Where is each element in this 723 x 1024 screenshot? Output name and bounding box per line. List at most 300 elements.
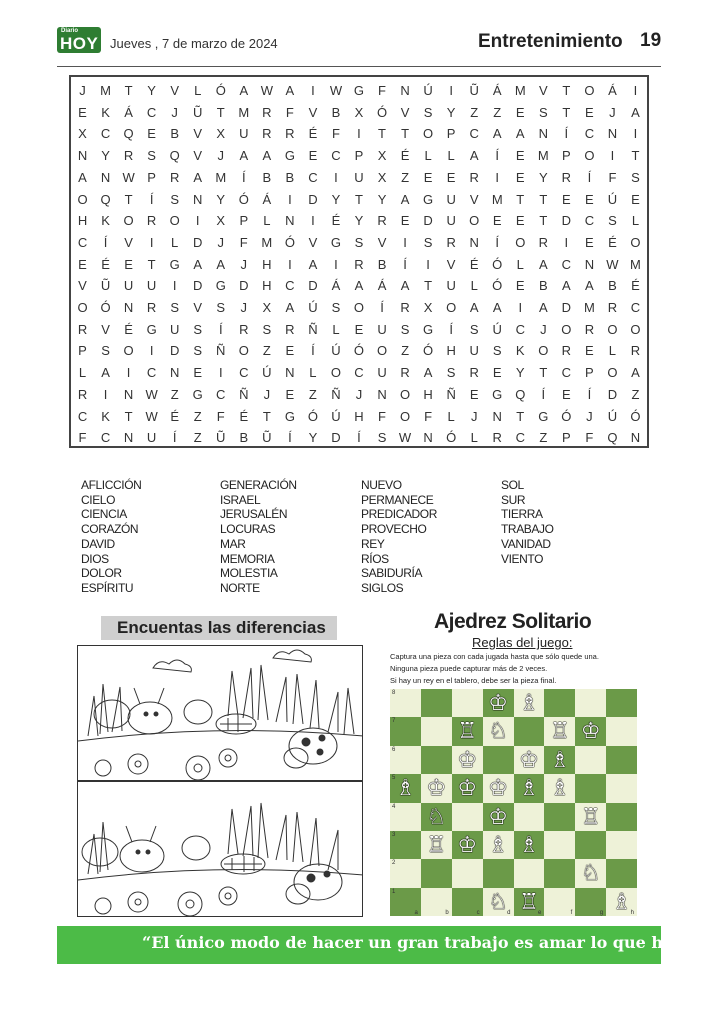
word-search-letter[interactable]: K — [101, 104, 110, 120]
word-search-letter[interactable]: G — [353, 83, 365, 98]
word-search-letter[interactable]: Ó — [215, 83, 226, 98]
word-search-letter[interactable]: D — [331, 430, 341, 446]
word-search-letter[interactable]: Ó — [492, 278, 503, 294]
word-search-letter[interactable]: V — [469, 191, 479, 207]
word-search-letter[interactable]: Y — [331, 191, 341, 207]
word-search-letter[interactable]: I — [288, 191, 292, 207]
chess-square[interactable] — [575, 774, 606, 802]
chess-square[interactable] — [606, 831, 637, 859]
word-search-letter[interactable]: U — [377, 365, 387, 381]
word-search-letter[interactable]: R — [262, 104, 272, 120]
word-search-letter[interactable]: Í — [380, 300, 384, 316]
word-search-letter[interactable]: E — [308, 148, 318, 164]
word-search-letter[interactable]: U — [146, 278, 157, 294]
word-search-letter[interactable]: O — [169, 213, 180, 229]
word-search-letter[interactable]: Ó — [492, 256, 503, 272]
word-search-letter[interactable]: R — [492, 430, 502, 446]
word-search-letter[interactable]: E — [469, 386, 479, 402]
chess-square[interactable] — [483, 888, 514, 916]
word-search-letter[interactable]: H — [77, 213, 88, 229]
word-search-letter[interactable]: G — [284, 408, 295, 424]
chess-square[interactable] — [544, 888, 575, 916]
word-search-letter[interactable]: V — [308, 234, 318, 250]
word-search-letter[interactable]: E — [515, 278, 525, 294]
word-search-letter[interactable]: É — [124, 321, 133, 337]
word-search-letter[interactable]: I — [172, 278, 177, 294]
word-search-letter[interactable]: B — [331, 104, 341, 120]
word-search-letter[interactable]: A — [631, 365, 640, 381]
word-search-letter[interactable]: B — [608, 278, 617, 294]
word-search-letter[interactable]: C — [308, 169, 318, 185]
word-search-letter[interactable]: V — [193, 300, 203, 316]
chess-piece[interactable]: ♔ — [519, 746, 539, 772]
word-search-letter[interactable]: O — [607, 321, 618, 337]
word-search-letter[interactable]: I — [311, 83, 315, 98]
word-search-letter[interactable]: G — [284, 148, 295, 164]
chess-piece[interactable]: ♖ — [519, 888, 539, 914]
word-search-letter[interactable]: S — [608, 213, 617, 229]
word-search-letter[interactable]: C — [146, 104, 157, 120]
chess-square[interactable] — [390, 831, 421, 859]
word-search-letter[interactable]: Á — [124, 104, 133, 120]
word-search-letter[interactable]: O — [561, 321, 572, 337]
chess-square[interactable] — [421, 689, 452, 717]
word-search-letter[interactable]: Ó — [446, 430, 457, 446]
word-search-letter[interactable]: R — [446, 234, 456, 250]
word-search-letter[interactable]: J — [79, 83, 86, 98]
word-search-letter[interactable]: Q — [515, 386, 526, 402]
chess-square[interactable] — [544, 774, 575, 802]
chess-piece[interactable]: ♘ — [488, 718, 508, 744]
word-search-letter[interactable]: J — [355, 386, 363, 402]
word-search-letter[interactable]: I — [633, 126, 638, 142]
word-search-letter[interactable]: E — [585, 343, 594, 359]
word-search-letter[interactable]: Í — [564, 126, 569, 142]
word-search-letter[interactable]: L — [424, 148, 432, 164]
word-search-letter[interactable]: I — [334, 169, 338, 185]
word-search-letter[interactable]: H — [354, 408, 364, 424]
chess-square[interactable] — [483, 774, 514, 802]
word-search-letter[interactable]: N — [607, 126, 618, 142]
chess-piece[interactable]: ♗ — [611, 888, 632, 914]
chess-square[interactable] — [606, 689, 637, 717]
word-search-letter[interactable]: Í — [288, 430, 292, 446]
word-search-letter[interactable]: C — [331, 148, 341, 164]
word-search-letter[interactable]: N — [123, 430, 134, 446]
word-search-letter[interactable]: Z — [401, 343, 410, 359]
word-search-letter[interactable]: Ú — [331, 343, 341, 359]
chess-square[interactable] — [575, 859, 606, 887]
chess-piece[interactable]: ♗ — [488, 831, 508, 857]
word-search-letter[interactable]: Ú — [308, 300, 318, 316]
word-search-letter[interactable]: R — [123, 148, 134, 164]
word-search-letter[interactable]: R — [538, 234, 548, 250]
chess-square[interactable] — [452, 774, 483, 802]
word-search-letter[interactable]: U — [354, 169, 364, 185]
word-search-letter[interactable]: P — [78, 343, 87, 359]
chess-square[interactable] — [421, 803, 452, 831]
word-search-letter[interactable]: D — [561, 300, 572, 316]
word-search-letter[interactable]: B — [239, 430, 249, 446]
word-search-letter[interactable]: S — [469, 321, 479, 337]
word-search-letter[interactable]: C — [77, 234, 88, 250]
word-search-letter[interactable]: N — [285, 213, 295, 229]
word-search-letter[interactable]: U — [123, 278, 134, 294]
word-search-letter[interactable]: I — [311, 213, 315, 229]
word-search-letter[interactable]: C — [146, 365, 157, 381]
word-search-letter[interactable]: U — [446, 278, 456, 294]
word-search-letter[interactable]: Ú — [423, 83, 433, 98]
word-search-letter[interactable]: N — [423, 430, 433, 446]
word-search-letter[interactable]: G — [192, 386, 203, 402]
word-search-letter[interactable]: N — [285, 365, 295, 381]
word-search-letter[interactable]: M — [238, 104, 250, 120]
chess-piece[interactable]: ♘ — [488, 888, 508, 914]
word-search-letter[interactable]: Z — [493, 104, 502, 120]
word-search-letter[interactable]: L — [194, 83, 202, 98]
word-search-letter[interactable]: V — [124, 234, 133, 250]
chess-square[interactable] — [452, 859, 483, 887]
word-search-letter[interactable]: Y — [308, 430, 318, 446]
word-search-letter[interactable]: Ó — [284, 234, 295, 250]
word-search-letter[interactable]: E — [285, 386, 295, 402]
word-search-letter[interactable]: W — [606, 256, 619, 272]
word-search-letter[interactable]: S — [538, 104, 548, 120]
word-search-letter[interactable]: W — [260, 83, 273, 98]
word-search-letter[interactable]: Ñ — [308, 321, 318, 337]
word-search-letter[interactable]: O — [584, 148, 595, 164]
word-search-letter[interactable]: L — [78, 365, 87, 381]
word-search-letter[interactable]: M — [583, 300, 595, 316]
word-search-letter[interactable]: Y — [101, 148, 110, 164]
word-search-letter[interactable]: É — [239, 408, 249, 424]
chess-piece[interactable]: ♗ — [549, 746, 570, 772]
word-search-letter[interactable]: I — [449, 83, 453, 98]
word-search-letter[interactable]: G — [538, 408, 549, 424]
word-search-letter[interactable]: O — [515, 234, 526, 250]
word-search-letter[interactable]: É — [631, 278, 640, 294]
word-search-letter[interactable]: E — [423, 169, 433, 185]
word-search-letter[interactable]: Z — [262, 343, 271, 359]
word-search-letter[interactable]: W — [145, 386, 158, 402]
word-search-letter[interactable]: T — [355, 191, 363, 207]
word-search-letter[interactable]: F — [424, 408, 433, 424]
word-search-letter[interactable]: D — [239, 278, 249, 294]
chess-piece[interactable]: ♗ — [519, 831, 539, 857]
word-search-letter[interactable]: T — [147, 256, 156, 272]
word-search-letter[interactable]: Ó — [630, 408, 641, 424]
chess-square[interactable] — [514, 831, 545, 859]
word-search-letter[interactable]: E — [446, 169, 456, 185]
chess-square[interactable] — [452, 717, 483, 745]
word-search-letter[interactable]: N — [492, 408, 502, 424]
word-search-letter[interactable]: Ó — [376, 104, 388, 120]
chess-square[interactable] — [544, 746, 575, 774]
word-search-letter[interactable]: M — [537, 148, 549, 164]
word-search-letter[interactable]: U — [469, 343, 479, 359]
word-search-letter[interactable]: J — [470, 408, 478, 424]
word-search-letter[interactable]: Ú — [262, 365, 272, 381]
word-search-letter[interactable]: X — [216, 126, 226, 142]
word-search-letter[interactable]: C — [561, 256, 572, 272]
word-search-letter[interactable]: L — [516, 256, 524, 272]
word-search-letter[interactable]: Q — [169, 148, 180, 164]
chess-square[interactable] — [421, 831, 452, 859]
word-search-letter[interactable]: É — [608, 234, 617, 250]
word-search-letter[interactable]: Y — [538, 169, 548, 185]
word-search-letter[interactable]: J — [240, 256, 248, 272]
word-search-letter[interactable]: É — [469, 256, 479, 272]
word-search-letter[interactable]: Ó — [238, 191, 249, 207]
word-search-letter[interactable]: D — [308, 278, 318, 294]
word-search-letter[interactable]: I — [334, 256, 338, 272]
word-search-letter[interactable]: N — [193, 191, 203, 207]
word-search-letter[interactable]: Í — [357, 430, 361, 446]
word-search-letter[interactable]: A — [400, 191, 410, 207]
word-search-letter[interactable]: Á — [331, 278, 341, 294]
word-search-letter[interactable]: V — [538, 83, 548, 98]
word-search-letter[interactable]: C — [561, 365, 572, 381]
word-search-letter[interactable]: T — [424, 278, 433, 294]
word-search-letter[interactable]: I — [518, 300, 523, 316]
word-search-letter[interactable]: T — [539, 365, 548, 381]
word-search-letter[interactable]: A — [193, 169, 203, 185]
word-search-letter[interactable]: I — [357, 126, 361, 142]
chess-square[interactable] — [421, 888, 452, 916]
word-search-letter[interactable]: N — [100, 169, 111, 185]
chess-square[interactable] — [421, 774, 452, 802]
chess-piece[interactable]: ♗ — [519, 690, 539, 715]
word-search-letter[interactable]: C — [216, 386, 226, 402]
word-search-letter[interactable]: X — [354, 104, 364, 120]
word-search-letter[interactable]: Z — [193, 408, 202, 424]
word-search-letter[interactable]: O — [353, 300, 365, 316]
word-search-letter[interactable]: R — [630, 343, 641, 359]
word-search-letter[interactable]: A — [354, 278, 364, 294]
word-search-letter[interactable]: R — [146, 300, 157, 316]
word-search-letter[interactable]: Z — [470, 104, 479, 120]
chess-square[interactable] — [606, 717, 637, 745]
word-search-letter[interactable]: Í — [241, 169, 246, 185]
chess-square[interactable] — [606, 774, 637, 802]
word-search-letter[interactable]: D — [561, 213, 572, 229]
word-search-letter[interactable]: L — [447, 408, 455, 424]
word-search-letter[interactable]: O — [123, 213, 134, 229]
word-search-letter[interactable]: S — [631, 169, 640, 185]
word-search-letter[interactable]: S — [101, 343, 110, 359]
word-search-letter[interactable]: O — [538, 343, 549, 359]
chess-square[interactable] — [575, 888, 606, 916]
word-search-letter[interactable]: S — [354, 234, 364, 250]
chess-piece[interactable]: ♖ — [426, 831, 447, 857]
word-search-letter[interactable]: O — [400, 386, 411, 402]
chess-piece[interactable]: ♔ — [580, 718, 601, 744]
word-search-letter[interactable]: G — [492, 386, 503, 402]
word-search-letter[interactable]: A — [239, 148, 249, 164]
word-search-letter[interactable]: E — [562, 386, 571, 402]
word-search-letter[interactable]: Z — [539, 430, 548, 446]
word-search-letter[interactable]: D — [169, 343, 180, 359]
word-search-letter[interactable]: Á — [608, 83, 617, 98]
word-search-letter[interactable]: M — [514, 83, 526, 98]
word-search-letter[interactable]: I — [564, 234, 569, 250]
word-search-letter[interactable]: V — [193, 126, 203, 142]
chess-piece[interactable]: ♔ — [457, 746, 478, 772]
word-search-letter[interactable]: M — [261, 234, 273, 250]
word-search-letter[interactable]: I — [288, 256, 292, 272]
word-search-letter[interactable]: D — [308, 191, 318, 207]
word-search-letter[interactable]: Ó — [307, 408, 318, 424]
word-search-letter[interactable]: K — [101, 408, 110, 424]
word-search-letter[interactable]: I — [610, 148, 615, 164]
chess-square[interactable] — [483, 689, 514, 717]
word-search-letter[interactable]: R — [584, 321, 595, 337]
word-search-letter[interactable]: F — [585, 430, 594, 446]
word-search-letter[interactable]: N — [169, 365, 180, 381]
chess-square[interactable] — [483, 831, 514, 859]
word-search-letter[interactable]: T — [516, 191, 525, 207]
chess-square[interactable] — [575, 831, 606, 859]
word-search-letter[interactable]: Ó — [353, 343, 365, 359]
word-search-letter[interactable]: Í — [495, 148, 500, 164]
chess-square[interactable] — [544, 803, 575, 831]
word-search-letter[interactable]: É — [331, 213, 341, 229]
word-search-letter[interactable]: A — [285, 300, 295, 316]
word-search-letter[interactable]: G — [330, 234, 342, 250]
word-search-letter[interactable]: W — [398, 430, 412, 446]
word-search-letter[interactable]: H — [262, 256, 272, 272]
word-search-letter[interactable]: A — [538, 300, 548, 316]
word-search-letter[interactable]: Í — [495, 234, 500, 250]
word-search-letter[interactable]: E — [562, 191, 571, 207]
word-search-letter[interactable]: C — [469, 126, 479, 142]
word-search-letter[interactable]: R — [377, 213, 387, 229]
chess-square[interactable] — [606, 859, 637, 887]
word-search-letter[interactable]: A — [469, 148, 479, 164]
word-search-letter[interactable]: I — [218, 365, 223, 381]
word-search-letter[interactable]: A — [262, 148, 272, 164]
word-search-letter[interactable]: T — [378, 126, 386, 142]
word-search-letter[interactable]: Q — [123, 126, 134, 142]
word-search-letter[interactable]: T — [631, 148, 640, 164]
word-search-letter[interactable]: Í — [172, 430, 177, 446]
word-search-letter[interactable]: S — [400, 321, 410, 337]
word-search-letter[interactable]: Ó — [423, 343, 434, 359]
word-search-letter[interactable]: C — [77, 408, 88, 424]
word-search-letter[interactable]: V — [101, 321, 110, 337]
word-search-letter[interactable]: L — [470, 430, 478, 446]
chess-piece[interactable]: ♘ — [580, 860, 601, 886]
word-search-letter[interactable]: B — [170, 126, 179, 142]
word-search-letter[interactable]: J — [609, 104, 616, 120]
word-search-letter[interactable]: V — [377, 234, 387, 250]
chess-piece[interactable]: ♖ — [457, 718, 478, 744]
word-search-letter[interactable]: T — [124, 191, 133, 207]
word-search-letter[interactable]: H — [262, 278, 272, 294]
word-search-letter[interactable]: T — [262, 408, 271, 424]
word-search-letter[interactable]: V — [446, 256, 456, 272]
word-search-letter[interactable]: C — [100, 126, 111, 142]
word-search-letter[interactable]: B — [262, 169, 272, 185]
word-search-letter[interactable]: Í — [218, 321, 223, 337]
word-search-letter[interactable]: S — [193, 343, 203, 359]
word-search-letter[interactable]: G — [423, 321, 434, 337]
word-search-letter[interactable]: R — [354, 256, 364, 272]
word-search-letter[interactable]: R — [400, 300, 410, 316]
word-search-letter[interactable]: E — [585, 234, 594, 250]
word-search-letter[interactable]: R — [561, 169, 572, 185]
word-search-letter[interactable]: U — [446, 213, 456, 229]
chess-square[interactable] — [483, 717, 514, 745]
word-search-letter[interactable]: S — [423, 104, 433, 120]
chess-square[interactable] — [421, 717, 452, 745]
word-search-letter[interactable]: R — [77, 321, 88, 337]
word-search-letter[interactable]: U — [239, 126, 249, 142]
word-search-letter[interactable]: O — [77, 300, 88, 316]
chess-piece[interactable]: ♖ — [580, 803, 601, 829]
word-search-letter[interactable]: B — [538, 278, 548, 294]
word-search-letter[interactable]: C — [239, 365, 249, 381]
word-search-letter[interactable]: C — [515, 430, 525, 446]
word-search-letter[interactable]: G — [146, 321, 157, 337]
word-search-letter[interactable]: O — [630, 321, 641, 337]
word-search-letter[interactable]: R — [607, 300, 618, 316]
word-search-letter[interactable]: C — [285, 278, 295, 294]
word-search-letter[interactable]: S — [170, 191, 179, 207]
word-search-letter[interactable]: X — [78, 126, 87, 142]
word-search-letter[interactable]: J — [540, 321, 547, 337]
word-search-letter[interactable]: J — [240, 300, 248, 316]
word-search-letter[interactable]: Í — [587, 169, 592, 185]
word-search-letter[interactable]: A — [492, 126, 502, 142]
word-search-letter[interactable]: Ó — [561, 408, 572, 424]
word-search-letter[interactable]: U — [446, 191, 456, 207]
word-search-letter[interactable]: S — [377, 430, 387, 446]
word-search-letter[interactable]: D — [423, 213, 433, 229]
chess-square[interactable] — [544, 717, 575, 745]
word-search-letter[interactable]: A — [216, 256, 226, 272]
chess-square[interactable] — [606, 803, 637, 831]
word-search-letter[interactable]: E — [585, 191, 594, 207]
chess-piece[interactable]: ♗ — [395, 775, 416, 801]
word-search-letter[interactable]: É — [101, 256, 110, 272]
word-search-letter[interactable]: Ú — [607, 191, 618, 207]
chess-square[interactable] — [514, 803, 545, 831]
word-search-letter[interactable]: R — [285, 321, 295, 337]
word-search-letter[interactable]: K — [515, 343, 525, 359]
word-search-letter[interactable]: B — [377, 256, 387, 272]
word-search-letter[interactable]: A — [585, 278, 594, 294]
word-search-letter[interactable]: L — [309, 365, 317, 381]
word-search-letter[interactable]: W — [329, 83, 343, 98]
chess-piece[interactable]: ♖ — [549, 718, 570, 744]
word-search-letter[interactable]: B — [285, 169, 295, 185]
word-search-letter[interactable]: Ó — [100, 300, 111, 316]
word-search-letter[interactable]: M — [491, 191, 503, 207]
word-search-letter[interactable]: Y — [515, 365, 525, 381]
word-search-letter[interactable]: Z — [193, 430, 202, 446]
word-search-letter[interactable]: N — [123, 300, 134, 316]
chess-square[interactable] — [575, 746, 606, 774]
chess-square[interactable] — [390, 746, 421, 774]
word-search-letter[interactable]: Ú — [331, 408, 341, 424]
word-search-letter[interactable]: R — [239, 321, 249, 337]
word-search-letter[interactable]: J — [586, 408, 593, 424]
chess-square[interactable] — [452, 746, 483, 774]
word-search-letter[interactable]: Y — [354, 213, 364, 229]
word-search-letter[interactable]: F — [216, 408, 225, 424]
word-search-letter[interactable]: Ũ — [193, 104, 203, 120]
